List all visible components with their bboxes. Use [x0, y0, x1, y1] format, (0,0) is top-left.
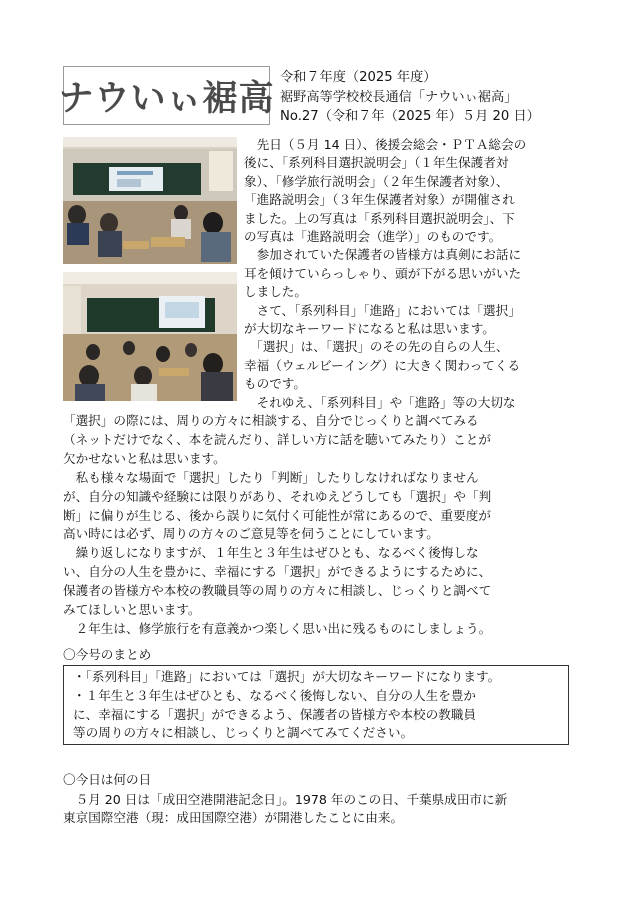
today-heading: 〇今日は何の日: [63, 772, 152, 787]
summary-heading: 〇今号のまとめ: [63, 647, 152, 662]
body-line: ものです。: [244, 376, 306, 392]
body-line: 欠かせないと私は思います。: [63, 450, 226, 466]
body-line: 象）、「修学旅行説明会」（２年生保護者対象）、: [244, 173, 509, 189]
body-line: ２年生は、修学旅行を有意義かつ楽しく思い出に残るものにしましょう。: [63, 620, 492, 636]
body-line: 後に、「系列科目選択説明会」（１年生保護者対: [244, 155, 509, 171]
photo-career-path-meeting: [63, 272, 237, 401]
body-line: 保護者の皆様方や本校の教職員等の周りの方々に相談し、じっくりと調べて: [63, 583, 492, 599]
body-line: 断」に偏りが生じる、後から誤りに気付く可能性が常にあるので、重要度が: [63, 507, 491, 523]
masthead-issue-date: No.27（令和７年（2025 年）５月 20 日）: [280, 109, 540, 124]
body-line: の写真は「進路説明会（進学）」のものです。: [244, 229, 502, 244]
body-line: 「選択」は、「選択」のその先の自らの人生、: [244, 339, 509, 355]
masthead-info: [280, 68, 540, 127]
body-line: が、自分の知識や経験には限りがあり、それゆえどうしても「選択」や「判: [63, 488, 492, 504]
body-line: しました。: [244, 284, 307, 300]
summary-line: ・「系列科目」「進路」においては「選択」が大切なキーワードになります。: [73, 669, 501, 684]
body-line: 耳を傾けていらっしゃり、頭が下がる思いがいた: [244, 265, 522, 281]
body-line: みてほしいと思います。: [63, 602, 201, 617]
body-line: 先日（５月 14 日）、後援会総会・ＰＴＡ総会の: [244, 137, 527, 152]
summary-line: 等の周りの方々に相談し、じっくりと調べてみてください。: [73, 725, 414, 740]
summary-box: [63, 665, 569, 745]
body-line: それゆえ、「系列科目」や「進路」等の大切な: [244, 394, 516, 410]
body-line: ました。上の写真は「系列科目選択説明会」、下: [244, 210, 515, 226]
body-line: 私も様々な場面で「選択」したり「判断」したりしなければなりません: [63, 469, 479, 485]
body-line: い、自分の人生を豊かに、幸福にする「選択」ができるようにするために、: [63, 564, 492, 580]
body-line: 「選択」の際には、周りの方々に相談する、自分でじっくりと調べてみる: [63, 413, 479, 428]
masthead-newsletter-name: 裾野高等学校校長通信「ナウいぃ裾高」: [280, 89, 518, 105]
body-line: 「進路説明会」（３年生保護者対象）が開催され: [244, 192, 515, 208]
body-line: 参加されていた保護者の皆様方は真剣にお話に: [244, 247, 522, 263]
body-line: （ネットだけでなく、本を読んだり、詳しい方に話を聴いてみたり）ことが: [63, 431, 491, 447]
masthead-fiscal-year: 令和７年度（2025 年度）: [280, 70, 437, 85]
today-line: 東京国際空港（現：成田国際空港）が開港したことに由来。: [63, 810, 404, 825]
body-line: 幸福（ウェルビーイング）に大きく関わってくる: [244, 357, 521, 373]
body-line: が大切なキーワードになると私は思います。: [244, 321, 495, 336]
summary-line: に、幸福にする「選択」ができるよう、保護者の皆様方や本校の教職員: [73, 707, 476, 722]
photo-course-selection-meeting: [63, 137, 237, 264]
masthead-title-box: [58, 66, 275, 125]
summary-line: ・１年生と３年生はぜひとも、なるべく後悔しない、自分の人生を豊か: [73, 688, 476, 703]
body-line: さて、「系列科目」「進路」においては「選択」: [244, 302, 521, 318]
body-line: 高い時には必ず、周りの方々のご意見等を伺うことにしています。: [63, 526, 439, 542]
today-line: ５月 20 日は「成田空港開港記念日」。1978 年のこの日、千葉県成田市に新: [63, 792, 508, 807]
body-line: 繰り返しになりますが、１年生と３年生はぜひとも、なるべく後悔しな: [63, 545, 479, 561]
masthead-title: ナウいぃ裾高: [58, 78, 275, 119]
